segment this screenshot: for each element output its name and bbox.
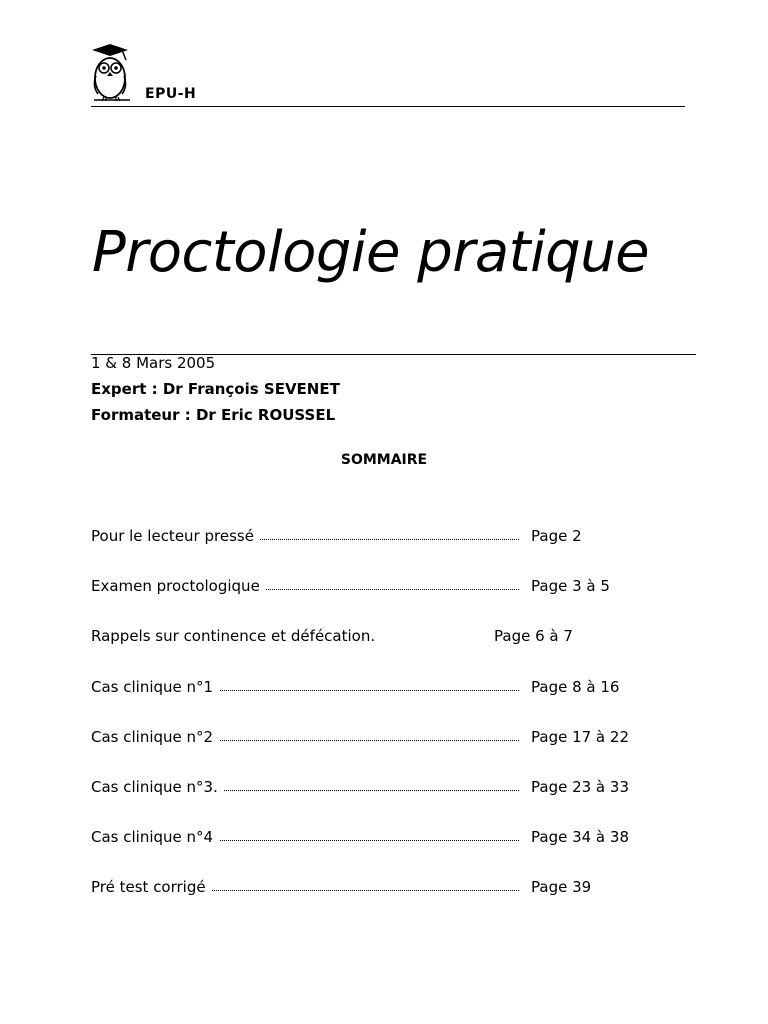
toc-entry-page: Page 2 (531, 527, 582, 545)
toc-entry-page: Page 3 à 5 (531, 577, 610, 595)
toc-entry-label: Pré test corrigé (91, 878, 206, 896)
toc-dot-leader (212, 890, 519, 891)
toc-entry-label: Pour le lecteur pressé (91, 527, 254, 545)
toc-entry-page: Page 6 à 7 (494, 627, 573, 645)
toc-entry (91, 677, 651, 697)
owl-logo-icon (86, 42, 136, 104)
document-title: Proctologie pratique (92, 220, 650, 285)
toc-dot-leader (220, 740, 519, 741)
toc-entry-page: Page 39 (531, 878, 592, 896)
toc-dot-leader (220, 690, 519, 691)
org-name: EPU-H (145, 86, 197, 102)
session-dates: 1 & 8 Mars 2005 (91, 354, 216, 372)
toc-entry-page: Page 23 à 33 (531, 778, 629, 796)
trainer-credit: Formateur : Dr Eric ROUSSEL (91, 406, 336, 424)
toc-entry (91, 777, 651, 797)
toc-entry-label: Cas clinique n°2 (91, 728, 214, 746)
toc-entry-label: Cas clinique n°4 (91, 828, 214, 846)
toc-entry (91, 727, 651, 747)
toc-entry-label: Cas clinique n°3. (91, 778, 218, 796)
toc-dot-leader (260, 539, 519, 540)
toc-entry-label: Rappels sur continence et défécation. (91, 627, 376, 645)
toc-dot-leader (220, 840, 519, 841)
toc-entry-page: Page 17 à 22 (531, 728, 629, 746)
toc-entry (91, 827, 651, 847)
toc-entry (91, 526, 651, 546)
toc-entry (91, 626, 651, 646)
toc-entry-page: Page 34 à 38 (531, 828, 629, 846)
expert-credit: Expert : Dr François SEVENET (91, 380, 340, 398)
toc-entry-page: Page 8 à 16 (531, 678, 620, 696)
header-divider (91, 106, 685, 107)
toc-entry (91, 576, 651, 596)
summary-heading: SOMMAIRE (340, 452, 428, 468)
toc-entry-label: Cas clinique n°1 (91, 678, 214, 696)
toc-dot-leader (224, 790, 519, 791)
toc-dot-leader (266, 589, 519, 590)
toc-entry-label: Examen proctologique (91, 577, 260, 595)
toc-entry (91, 877, 651, 897)
